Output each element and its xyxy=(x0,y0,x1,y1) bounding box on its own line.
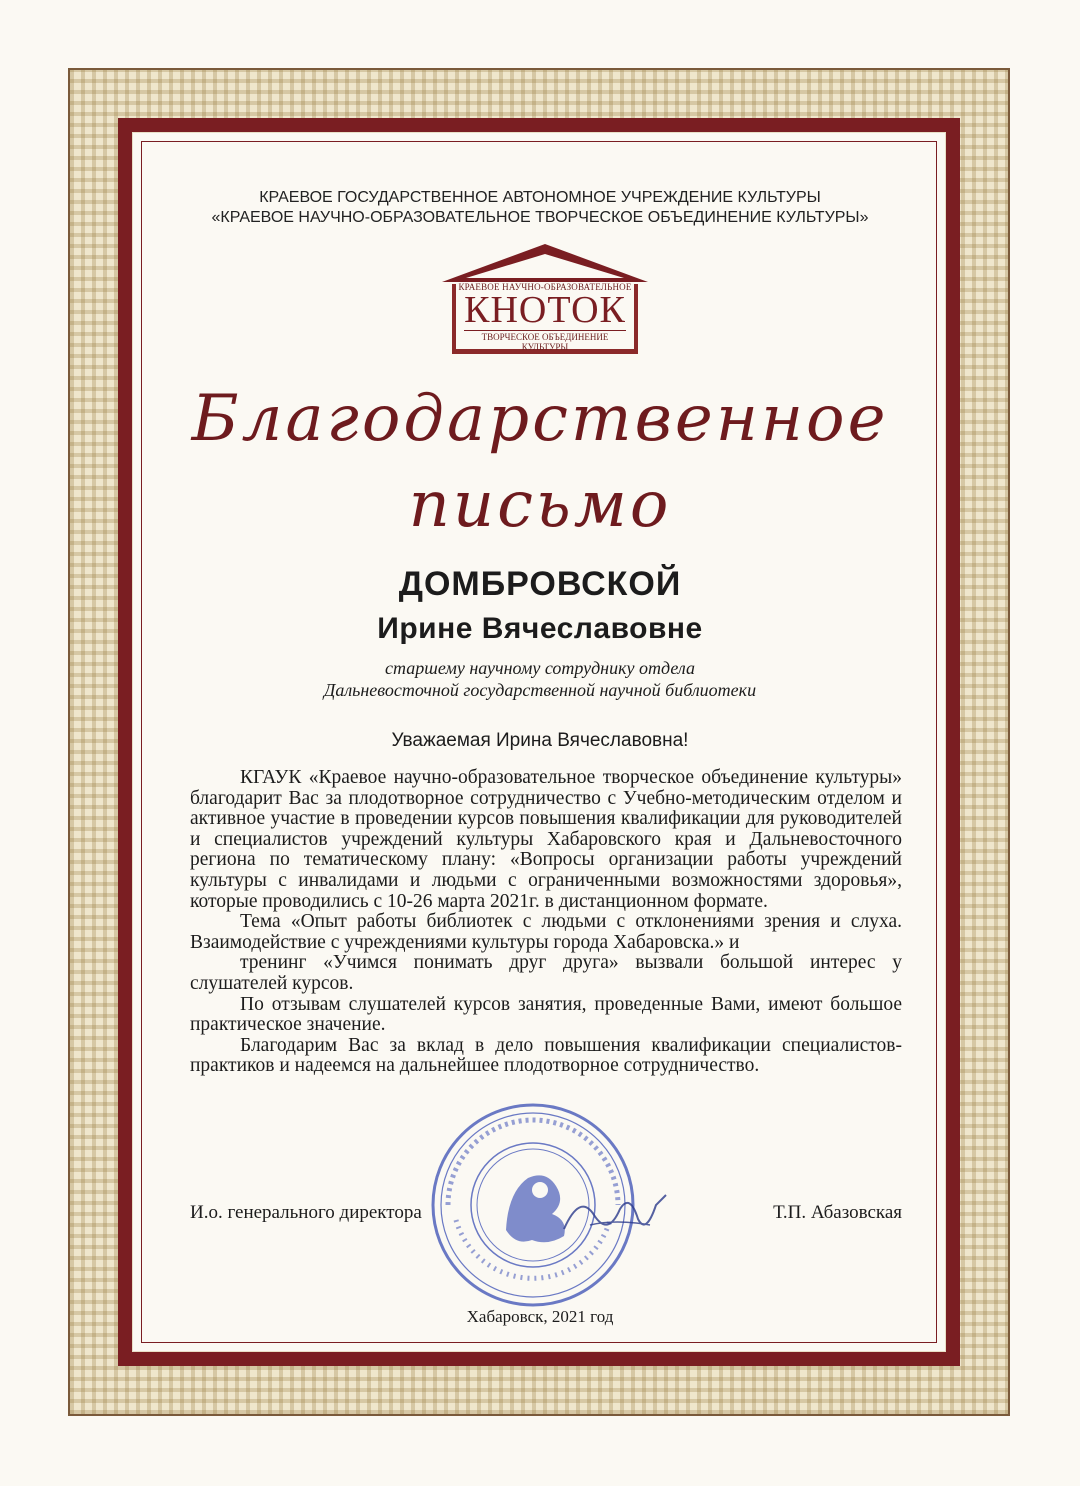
organization-header-line2: «КРАЕВОЕ НАУЧНО-ОБРАЗОВАТЕЛЬНОЕ ТВОРЧЕСКОЕ ОБЪЕДИНЕНИЕ КУЛЬТУРЫ» xyxy=(211,209,869,226)
signatory-name: Т.П. Абазовская xyxy=(773,1202,902,1223)
body-paragraph-1: КГАУК «Краевое научно-образовательное творческое объединение культуры» благодарит Вас за плодотворное сотрудничество с Учебно-методическим отделом и активное участие в проведении курсов повышения квалификации для руководителей и специалистов учреждений культуры Хабаровского края и Дальневосточного региона по тематическому плану: «Вопросы организации работы учреждений культуры с инвалидами и людьми с ограниченными возможностями здоровья», которые проводились с 10-26 марта 2021г. в дистанционном формате. xyxy=(190,767,902,912)
document-title-line2: письмо xyxy=(408,468,672,542)
body-paragraph-4: По отзывам слушателей курсов занятия, проведенные Вами, имеют большое практическое значение. xyxy=(190,993,902,1036)
logo-main-text: КНОТОК xyxy=(464,289,626,331)
body-paragraph-3: тренинг «Учимся понимать друг друга» вызвали большой интерес у слушателей курсов. xyxy=(190,952,902,994)
recipient-name: Ирине Вячеславовне xyxy=(377,612,703,645)
body-paragraph-2: Тема «Опыт работы библиотек с людьми с отклонениями зрения и слуха. Взаимодействие с учреждениями культуры города Хабаровска.» и xyxy=(190,911,902,953)
letter-body xyxy=(190,768,902,1077)
recipient-position-line2: Дальневосточной государственной научной библиотеки xyxy=(323,680,757,700)
signatory-title: И.о. генерального директора xyxy=(190,1202,422,1223)
greeting: Уважаемая Ирина Вячеславовна! xyxy=(391,730,689,751)
recipient-surname: ДОМБРОВСКОЙ xyxy=(398,565,682,603)
city-and-year: Хабаровск, 2021 год xyxy=(466,1307,614,1326)
handwritten-signature xyxy=(560,1185,670,1245)
document-title-line1: Благодарственное xyxy=(191,382,889,456)
logo-roof-icon xyxy=(440,242,650,286)
body-paragraph-5: Благодарим Вас за вклад в дело повышения квалификации специалистов-практиков и надеемся на дальнейшее плодотворное сотрудничество. xyxy=(190,1034,902,1077)
organization-header-line1: КРАЕВОЕ ГОСУДАРСТВЕННОЕ АВТОНОМНОЕ УЧРЕЖДЕНИЕ КУЛЬТУРЫ xyxy=(259,189,821,206)
logo-box xyxy=(452,284,638,354)
logo-bottom-text: ТВОРЧЕСКОЕ ОБЪЕДИНЕНИЕ КУЛЬТУРЫ xyxy=(464,330,626,352)
recipient-position-line1: старшему научному сотруднику отдела xyxy=(385,658,695,678)
organization-header xyxy=(0,188,1080,228)
organization-logo xyxy=(440,242,650,357)
logo-top-text: КРАЕВОЕ НАУЧНО-ОБРАЗОВАТЕЛЬНОЕ xyxy=(458,282,632,292)
